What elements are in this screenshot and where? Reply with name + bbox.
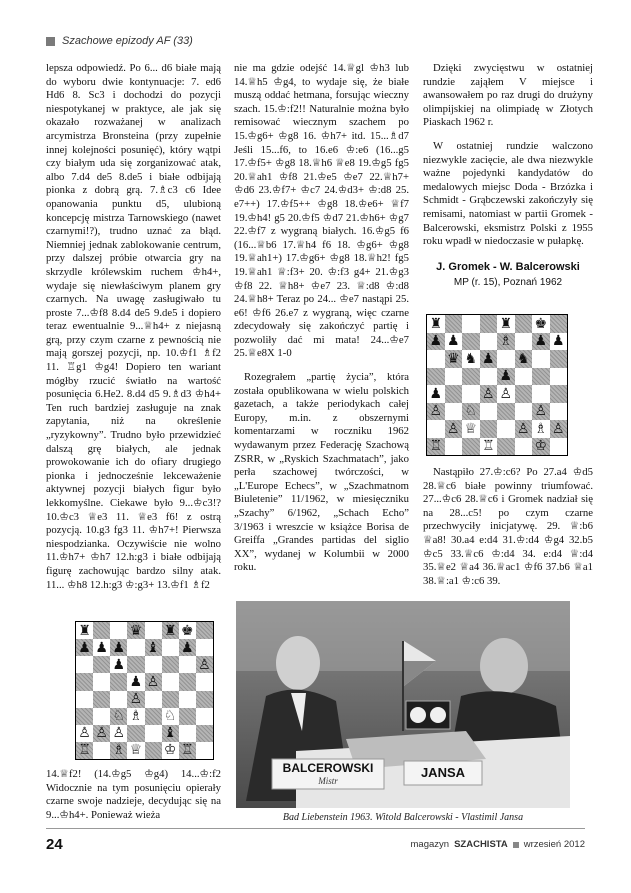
board-square: [162, 725, 179, 742]
board-square: [445, 420, 463, 438]
board-square: [162, 622, 179, 639]
board-square: [196, 622, 213, 639]
board-square: [179, 691, 196, 708]
board-square: [179, 725, 196, 742]
tournament-photo: [236, 601, 570, 808]
board-square: [532, 420, 550, 438]
col2-paragraph-2: Rozegrałem „partię życia”, która została opublikowana w wielu polskich gazetach, a także periodykach całej Europy, m.in. z obszernymi komentarzami w roczniku 1962 wydawanym przez Federację Szachową ZSRR, w „Ryskich Szachmatach”, jako perła szachowej twórczości, w „L'Europe Echecs”, w „Szachmatnom Biuletenie” 11/1962, w miesięczniku „Szachy” 6/1962, „Schach Echo” 3/1963 i wreszcie w książce Borisa de Greiffa „Grandes partidas del siglio XX”, wydanej w Kolumbii w 2000 roku.: [234, 371, 409, 574]
chess-piece: ♜: [499, 315, 513, 332]
board-square: [532, 403, 550, 421]
board-square: [76, 742, 93, 759]
issue-date: wrzesień 2012: [523, 839, 585, 850]
board-square: [427, 315, 445, 333]
board-square: [196, 673, 213, 690]
chess-piece: ♗: [534, 420, 548, 437]
footer-rule: [46, 828, 585, 829]
chess-piece: ♖: [78, 742, 91, 759]
board-square: [480, 420, 498, 438]
board-square: [550, 438, 568, 456]
board-square: [127, 622, 144, 639]
board-square: [427, 368, 445, 386]
board-square: [462, 385, 480, 403]
chess-piece: ♚: [181, 622, 194, 639]
board-square: [445, 315, 463, 333]
board-square: [497, 403, 515, 421]
footer-square-icon: [513, 842, 519, 848]
header-square-icon: [46, 37, 55, 46]
board-square: [532, 315, 550, 333]
chess-piece: ♟: [429, 385, 443, 402]
board-square: [532, 368, 550, 386]
chess-piece: ♝: [146, 639, 160, 656]
banner-right: JANSA: [420, 765, 466, 780]
game-subtitle: MP (r. 15), Poznań 1962: [453, 277, 563, 289]
page-number: 24: [46, 836, 63, 853]
board-square: [497, 368, 515, 386]
board-square: [76, 622, 93, 639]
board-square: [532, 385, 550, 403]
chess-diagram-1: [75, 621, 214, 760]
board-square: [550, 333, 568, 351]
col1-paragraph: lepsza odpowiedź. Po 6... d6 białe mają do wyboru dwie kontynuacje: 7. ed6 Hd6 8. Sc3 i dochodzi do pozycji niespotykanej w praktyce, ale jak się okazało rozważanej w analizach arcymistrza Bronsteina (przy zupełnie innej kolejności posunięć), który wątpi czy białym uda się zorganizować atak, albo 7.d4 de5 8.de5 i białe odbijają pionka z dobrą grą. 7.♗c3 c6 Idee opanowania punktu d5, ulubioną koncepcję mistrza Tarnowskiego (nawet czarnymi!?), trudno uznać za błąd. Niemniej jednak zablokowanie centrum, przy dalszej próbie otwarcia gry na skrzydle królewskim ruchem ♔h4+, wydaje się niewłaściwym planem gry czarnych. Na uwagę zasługiwało tu proste 7...♔f8 8.d4 de5 9.de5 i dopiero teraz ewentualnie 9...♕h4+ z niejasną grą, przy czym czarne z pewnością nie mają gorszej pozycji, np. 10.♔f1 ♗f2 11. ♖g1 ♔g4! Dopiero ten wariant mógłby rzucić światło na wartość posunięcia 6.He2. 8.d4 d5 9.♗d3 ♔h4+ Ten ruch bardziej zasługuje na znak zapytania, niż na określenie „ryzykowny”. Trudno było przewidzieć dalszą grę białych, ale jednak prowokowanie ich do ofiary drugiego pionka i jednocześnie lekceważenie aktywnej pozycji białych figur było lekkomyślne. Ciekawe było 9...♔c3!? 10.♔c3 ♕e3 11. ♕e3 f6! z ostrą pozycją. 10.g3 fg3 11. ♔h7+! Pierwsza niespodzianka. Oczywiście nie wolno 11.♔h7+ ♔h7 12.h:g3 i białe odbijają figurę zachowując bardzo silny atak. 11... ♔h8 12.h:g3 ♔:g3+ 13.♔f1 ♗f2: [46, 62, 221, 591]
board-square: [179, 708, 196, 725]
board-square: [196, 656, 213, 673]
board-square: [480, 438, 498, 456]
magazine-name: SZACHISTA: [454, 839, 508, 850]
board-square: [93, 691, 110, 708]
board-square: [515, 438, 533, 456]
banner-left: [272, 761, 384, 775]
chess-piece: ♟: [95, 639, 108, 656]
board-square: [497, 333, 515, 351]
chess-piece: ♚: [534, 315, 548, 332]
board-square: [127, 725, 144, 742]
board-square: [76, 673, 93, 690]
board-square: [145, 725, 162, 742]
chess-piece: ♟: [429, 333, 443, 350]
col2-paragraph-1: nie ma gdzie odejść 14.♕gl ♔h3 lub 14.♕h5 ♔g4, to wydaje się, że białe muszą oddać hetmana, forsując wieczny szach. 15.♔:f2!! Naturalnie można było remisować wiecznym szachem po 15.♔g6+ ♔g8 16. ♔h7+ itd. 15...♗d7 Jeśli 15...f6, to 16.e6 ♔:e6 (16...g5 17.♔f5+ ♔g8 18.♕h6 ♕e8 19.♔g5 fg5 20.♕ah1 ♔f8 21.♔e5 ♔e7 22.♕h7+ ♔d6 23.♔f7+ ♔c7 24.♔d3+ ♔:d8 25. e7++) 17.♔f5++ ♔g8 18.♔e6+ ♕f7 19.♔h4! g5 20.♔f5 ♔d7 21.♔h6+ ♔g7 22.♔f7 z wygraną białych. 16.♔g5 f6 (16...♕b6 17.♕h4 f6 18. ♔g6+ ♔g8 19.♕ah1+) 17.♔g6+ ♔g8 18.♕h2! fg5 19.♕ah1 ♕:f3+ 20. ♔:f3 g4+ 21.♔g3 ♔f8 22. ♕h8+ ♔e7 23. ♕:d8 ♔:d8 24.♕h8+ Teraz po 24... ♔e7 nastąpi 25. e6! ♔f6 26.e7 z wygraną, więc czarne zdecydowały się zakończyć partię i pozwoliły dać mi mata! 24...♔e7 25.♕e8X 1-0: [234, 62, 409, 360]
board-square: [145, 673, 162, 690]
chess-piece: ♟: [78, 639, 91, 656]
chess-diagram-2: [426, 314, 568, 456]
board-square: [93, 639, 110, 656]
board-square: [110, 708, 127, 725]
board-square: [480, 350, 498, 368]
board-square: [76, 639, 93, 656]
chess-piece: ♝: [163, 725, 177, 742]
chess-piece: ♞: [464, 350, 478, 367]
column-1: [46, 62, 221, 592]
chess-piece: ♙: [551, 420, 565, 437]
board-square: [76, 656, 93, 673]
column-3-after: [423, 466, 593, 588]
board-square: [462, 315, 480, 333]
board-square: [179, 639, 196, 656]
board-square: [179, 673, 196, 690]
board-square: [162, 656, 179, 673]
board-square: [532, 350, 550, 368]
board-square: [110, 725, 127, 742]
chess-piece: ♙: [516, 420, 530, 437]
chess-piece: ♞: [516, 350, 530, 367]
board-square: [145, 622, 162, 639]
board-square: [497, 350, 515, 368]
board-square: [93, 673, 110, 690]
board-square: [179, 742, 196, 759]
board-square: [76, 691, 93, 708]
footer-magazine: [411, 839, 585, 850]
board-square: [162, 691, 179, 708]
board-square: [127, 742, 144, 759]
col3-paragraph-1: Dzięki zwycięstwu w ostatniej rundzie zająłem V miejsce i awansowałem po raz drugi do drużyny olimpijskiej na olimpiadę w Złotych Piaskach 1962 r.: [423, 62, 593, 129]
chess-piece: ♜: [163, 622, 177, 639]
board-square: [462, 403, 480, 421]
board-square: [427, 385, 445, 403]
board-square: [427, 438, 445, 456]
chess-piece: ♛: [446, 350, 460, 367]
board-square: [550, 368, 568, 386]
chess-piece: ♗: [112, 742, 126, 759]
chess-piece: ♙: [499, 385, 513, 402]
chess-piece: ♙: [146, 673, 160, 690]
board-square: [445, 385, 463, 403]
board-square: [145, 691, 162, 708]
board-square: [445, 368, 463, 386]
chess-piece: ♕: [129, 742, 143, 759]
board-square: [110, 622, 127, 639]
page-header: [46, 34, 193, 48]
board-square: [480, 333, 498, 351]
board-square: [427, 420, 445, 438]
chess-piece: ♕: [464, 420, 478, 437]
board-square: [162, 742, 179, 759]
board-square: [162, 639, 179, 656]
board-square: [445, 350, 463, 368]
chess-piece: ♙: [198, 656, 211, 673]
column-2: [234, 62, 409, 592]
board-square: [196, 742, 213, 759]
board-square: [162, 708, 179, 725]
chess-piece: ♖: [181, 742, 194, 759]
board-square: [127, 708, 144, 725]
board-square: [145, 742, 162, 759]
board-square: [550, 350, 568, 368]
board-square: [93, 725, 110, 742]
banner-left-sub: Mistr: [318, 776, 338, 786]
board-square: [515, 350, 533, 368]
chess-piece: ♗: [499, 333, 513, 350]
chess-piece: ♘: [163, 708, 177, 725]
chess-piece: ♟: [446, 333, 460, 350]
board-square: [445, 333, 463, 351]
chess-piece: ♟: [112, 656, 126, 673]
chess-piece: ♘: [464, 403, 478, 420]
board-square: [427, 333, 445, 351]
chess-piece: ♛: [129, 622, 143, 639]
board-square: [76, 725, 93, 742]
chess-piece: ♗: [129, 708, 143, 725]
board-square: [480, 403, 498, 421]
chess-piece: ♟: [481, 350, 495, 367]
chess-piece: ♟: [129, 673, 143, 690]
chess-piece: ♙: [534, 403, 548, 420]
board-square: [179, 656, 196, 673]
board-square: [550, 420, 568, 438]
board-square: [145, 639, 162, 656]
board-square: [497, 420, 515, 438]
chess-piece: ♔: [534, 438, 548, 455]
board-square: [93, 742, 110, 759]
board-square: [93, 622, 110, 639]
chess-piece: ♜: [429, 315, 443, 332]
board-square: [550, 385, 568, 403]
board-square: [462, 350, 480, 368]
board-square: [110, 673, 127, 690]
board-square: [515, 368, 533, 386]
col3-after-paragraph: Nastąpiło 27.♔:c6? Po 27.a4 ♔d5 28.♕c6 białe powinny triumfować. 27...♔c6 28.♕c6 i Gromek nadział się na 28...c5! po czym czarne przechwyciły inicjatywę. 29. ♕:b6 ♕a8! 30.a4 e:d4 31.♔:d4 ♔g4 32.b5 ♔c5 33.♕c6 ♔:d4 34. e:d4 ♕:d4 35.♕e2 ♕a4 36.♕ac1 ♔f6 37.b6 ♕a1 38.♕:a1 ♔:c6 39.: [423, 466, 593, 587]
chess-piece: ♙: [78, 725, 91, 742]
board-square: [127, 673, 144, 690]
chess-piece: ♙: [429, 403, 443, 420]
chess-piece: ♙: [446, 420, 460, 437]
board-square: [515, 420, 533, 438]
board-square: [515, 385, 533, 403]
board-square: [480, 368, 498, 386]
board-square: [110, 656, 127, 673]
board-square: [532, 438, 550, 456]
board-square: [532, 333, 550, 351]
board-square: [196, 708, 213, 725]
board-square: [480, 315, 498, 333]
board-square: [76, 708, 93, 725]
board-square: [497, 438, 515, 456]
chess-piece: ♙: [95, 725, 108, 742]
col3-paragraph-2: W ostatniej rundzie walczono niezwykle zacięcie, ale dwa niezwykle ważne pojedynki kandydatów do medalowych miejsc Doda - Brzózka i Schmidt - Grąbczewski zakończyły się remisami, natomiast w partii Gromek - Balcerowski, eksmistrz Polski z 1955 roku wpadł w niedoczasie w pułapkę.: [423, 139, 593, 248]
chess-piece: ♙: [481, 385, 495, 402]
board-square: [427, 350, 445, 368]
chess-piece: ♟: [499, 368, 513, 385]
magazine-prefix: magazyn: [410, 839, 450, 850]
chess-piece: ♘: [112, 708, 126, 725]
board-square: [445, 403, 463, 421]
chess-piece: ♖: [481, 438, 495, 455]
board-square: [145, 708, 162, 725]
board-square: [110, 742, 127, 759]
chess-piece: ♟: [534, 333, 548, 350]
board-square: [445, 438, 463, 456]
board-square: [550, 315, 568, 333]
board1-commentary: 14.♕f2! (14.♔g5 ♔g4) 14...♔:f2 Widocznie na tym posunięciu opierały czarne swoje nadzieje, decydując się na 9...♔h4+. Ponieważ wieża: [46, 768, 221, 821]
board-square: [179, 622, 196, 639]
chess-piece: ♙: [112, 725, 126, 742]
board-square: [515, 403, 533, 421]
board-square: [497, 315, 515, 333]
board-square: [162, 673, 179, 690]
board-square: [515, 315, 533, 333]
board-square: [497, 385, 515, 403]
board-square: [515, 333, 533, 351]
board-square: [127, 691, 144, 708]
column-3: [423, 62, 593, 290]
board-square: [462, 333, 480, 351]
board-square: [427, 403, 445, 421]
board-square: [462, 420, 480, 438]
chess-piece: ♙: [129, 691, 143, 708]
board-square: [550, 403, 568, 421]
board-square: [93, 656, 110, 673]
board-square: [110, 639, 127, 656]
board-square: [462, 368, 480, 386]
chess-piece: ♜: [78, 622, 91, 639]
chess-piece: ♟: [181, 639, 194, 656]
chess-piece: ♔: [163, 742, 177, 759]
board-square: [196, 639, 213, 656]
board-square: [462, 438, 480, 456]
header-title: Szachowe epizody AF (33): [62, 35, 193, 47]
chess-piece: ♟: [112, 639, 126, 656]
game-title: J. Gromek - W. Balcerowski: [436, 260, 580, 273]
chess-piece: ♖: [429, 438, 443, 455]
board-square: [127, 656, 144, 673]
board-square: [145, 656, 162, 673]
board-square: [110, 691, 127, 708]
banner-left-name: BALCEROWSKI: [282, 761, 374, 775]
chess-piece: ♟: [551, 333, 565, 350]
board-square: [480, 385, 498, 403]
board-square: [196, 691, 213, 708]
photo-caption: Bad Liebenstein 1963. Witold Balcerowski - Vlastimil Jansa: [282, 812, 524, 823]
board-square: [196, 725, 213, 742]
board-square: [93, 708, 110, 725]
board-square: [127, 639, 144, 656]
